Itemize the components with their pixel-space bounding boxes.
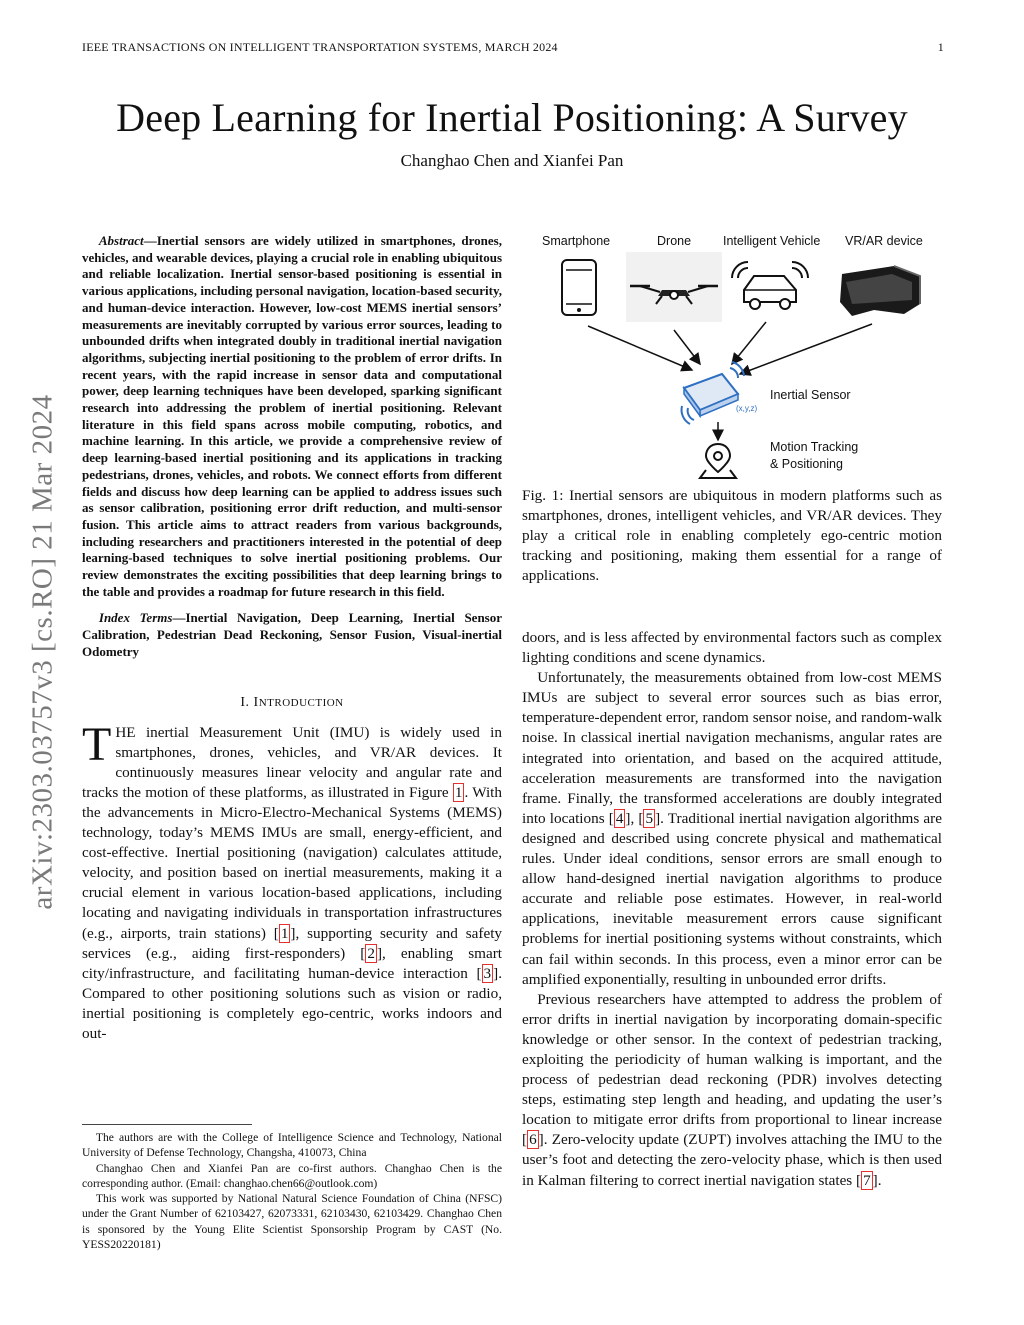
error-sources-paragraph: Unfortunately, the measurements obtained from low-cost MEMS IMUs are subject to several error sources such as bias error, temperature-dependent error, random sensor noise, and random-walk noise. In classical inertial navigation mechanisms, angular rates are integrated into orientation, and based on the acquired attitude, acceleration measurements are transformed into the navigation frame. Finally, the transformed accelerations are doubly integrated into locations [ 4 ], [ 5 ]. Traditional inertial navigation algorithms are designed and described using concrete physical and mathematical rules. Under ideal conditions, sensor errors are small enough to allow hand-designed inertial navigation algorithms to produce accurate and reliable pose estimates. However, in real-world applications, inevitable measurement errors cause significant problems for inertial positioning systems without constraints, which can fail within seconds. In this process, even a minor error can be amplified exponentially, resulting in unbounded error drifts. xyxy=(522,669,942,988)
figure-link[interactable]: 1 xyxy=(454,783,463,801)
footnotes xyxy=(82,1130,502,1252)
section-number: I. xyxy=(240,694,250,710)
arrows xyxy=(588,322,872,440)
figure-1 xyxy=(522,230,942,485)
location-pin-icon xyxy=(700,444,736,478)
dropcap-letter: T xyxy=(82,717,112,771)
smartphone-icon xyxy=(562,260,596,315)
citation-link[interactable]: 1 xyxy=(280,924,289,942)
section-heading xyxy=(82,695,502,711)
paper-authors: Changhao Chen and Xianfei Pan xyxy=(400,151,624,170)
footnote-funding: This work was supported by National Natural Science Foundation of China (NFSC) under the Grant Number of 62103427, 62073331, 62103430, 62103429. Changhao Chen is sponsored by the Young Elite Scientist Sponsorship Program by CAST (No. YESS20220181) xyxy=(82,1192,502,1252)
citation-link[interactable]: 6 xyxy=(529,1131,537,1149)
continued-paragraph: doors, and is less affected by environmental factors such as complex lighting conditions and scene dynamics. xyxy=(522,629,942,667)
index-terms-text: —Inertial Navigation, Deep Learning, Inertial Sensor Calibration, Pedestrian Dead Reckoning, Sensor Fusion, Visual-inertial Odometry xyxy=(82,610,503,659)
page-number: 1 xyxy=(937,40,944,54)
footnote-affiliation: The authors are with the College of Intelligence Science and Technology, National University of Defense Technology, Changsha, 410073, China xyxy=(82,1131,502,1160)
previous-research-paragraph: Previous researchers have attempted to address the problem of error drifts in inertial navigation by incorporating domain-specific knowledge or other sensor. In the context of pedestrian tracking, exploiting the periodicity of human walking is important, and the process of pedestrian dead reckoning (PDR) involves detecting steps, estimating step length and heading, and updating the user’s location to mitigate error drifts from proportional to linear increase [ 6 ]. Zero-velocity update (ZUPT) involves attaching the IMU to the user’s foot and detecting the zero-velocity phase, which is then used in Kalman filtering to correct inertial navigation states [ 7 ]. xyxy=(522,990,942,1189)
footnote-rule xyxy=(82,1124,252,1125)
label-vr-device: VR/AR device xyxy=(845,234,923,248)
index-terms-label: Index Terms xyxy=(98,610,173,626)
label-xyz: (x,y,z) xyxy=(736,404,758,413)
label-vehicle: Intelligent Vehicle xyxy=(723,234,821,248)
right-column-body xyxy=(522,628,942,1191)
figure-caption: Fig. 1: Inertial sensors are ubiquitous in modern platforms such as smartphones, drones, intelligent vehicles, and VR/AR devices. They play a critical role in enabling completely ego-centric motion tracking and positioning, making them essential for a range of applications. xyxy=(522,487,942,585)
drone-icon xyxy=(626,252,722,322)
section-title-initial: I xyxy=(253,694,259,710)
index-terms xyxy=(82,610,502,660)
section-title-rest: NTRODUCTION xyxy=(258,696,344,709)
running-head xyxy=(82,40,944,55)
journal-name: IEEE TRANSACTIONS ON INTELLIGENT TRANSPORTATION SYSTEMS, MARCH 2024 xyxy=(82,40,558,54)
left-column xyxy=(82,233,502,1044)
footnote-contact: Changhao Chen and Xianfei Pan are co-first authors. Changhao Chen is the corresponding author. (Email: changhao.chen66@outlook.com) xyxy=(82,1161,502,1190)
label-motion-tracking: Motion Tracking xyxy=(770,440,859,454)
figure-diagram xyxy=(522,230,942,485)
vehicle-icon xyxy=(732,262,808,309)
citation-link[interactable]: 3 xyxy=(483,964,492,982)
abstract xyxy=(82,233,502,600)
label-positioning: & Positioning xyxy=(770,457,843,471)
citation-link[interactable]: 2 xyxy=(367,944,375,962)
vr-headset-icon xyxy=(840,266,920,316)
citation-link[interactable]: 7 xyxy=(863,1171,871,1189)
abstract-text: —Inertial sensors are widely utilized in smartphones, drones, vehicles, and wearable devices, playing a crucial role in enabling ubiquitous and reliable localization. Inertial sensor-based positioning is essential in various applications, including personal navigation, location-based security, and human-device interaction. However, low-cost MEMS inertial sensors’ measurements are inevitably corrupted by various error sources, leading to unbounded drifts when integrated doubly in traditional inertial navigation algorithms, subjecting inertial positioning to the problem of error drifts. In recent years, with the rapid increase in sensor data and computational power, deep learning techniques have been developed, sparking significant research into addressing the problem of inertial positioning. Relevant literature in this field spans across mobile computing, robotics, and machine learning. In this article, we provide a comprehensive review of deep learning-based inertial positioning and its applications in tracking pedestrians, drones, vehicles, and robots. We connect efforts from different fields and discuss how deep learning can be applied to address issues such as sensor calibration, positioning error drift reduction, and multi-sensor fusion. This article aims to attract readers from various backgrounds, including researchers and practitioners interested in the potential of deep learning-based techniques to solve inertial positioning problems. Our review demonstrates the exciting possibilities that deep learning brings to the table and provides a roadmap for future research in this field. xyxy=(82,233,502,599)
citation-link[interactable]: 4 xyxy=(615,809,624,827)
citation-link[interactable]: 5 xyxy=(645,809,654,827)
paper-title: Deep Learning for Inertial Positioning: A Survey xyxy=(116,95,908,140)
abstract-label: Abstract xyxy=(98,233,144,248)
arxiv-sidebar-stamp: arXiv:2303.03757v3 [cs.RO] 21 Mar 2024 xyxy=(26,394,59,910)
label-drone: Drone xyxy=(657,234,692,248)
label-inertial-sensor: Inertial Sensor xyxy=(770,388,851,402)
label-smartphone: Smartphone xyxy=(542,234,611,248)
inertial-sensor-icon xyxy=(682,362,744,424)
intro-paragraph: THE inertial Measurement Unit (IMU) is widely used in smartphones, drones, vehicles, and VR/AR devices. It continuously measures linear velocity and angular rate and tracks the motion of these platforms, as illustrated in Figure 1 . With the advancements in Micro-Electro-Mechanical Systems (MEMS) technology, today’s MEMS IMUs are small, energy-efficient, and cost-effective. Inertial positioning (navigation) calculates attitude, velocity, and position based on inertial measurements, making it a crucial element in various location-based applications, including locating and navigating individuals in transportation infrastructures (e.g., airports, train stations) [ 1 ], supporting security and safety services (e.g., aiding first-responders) [ 2 ], enabling smart city/infrastructure, and facilitating human-device interaction [ 3 ]. Compared to other positioning solutions such as vision or radio, inertial positioning is completely ego-centric, works indoors and out- xyxy=(82,717,503,1042)
